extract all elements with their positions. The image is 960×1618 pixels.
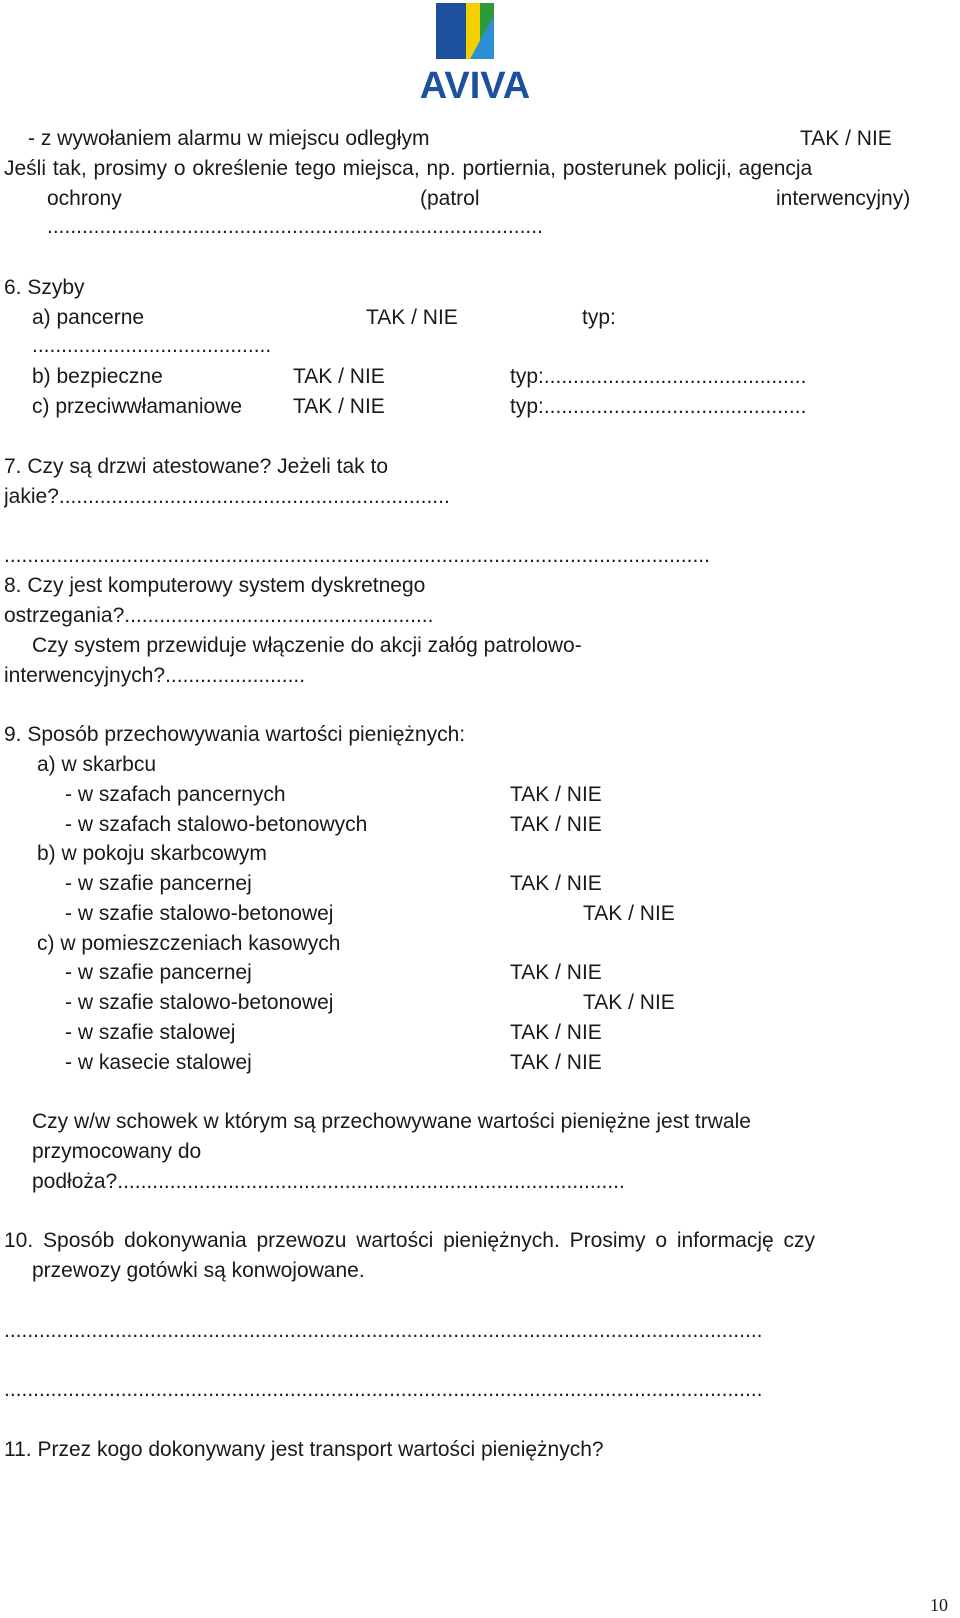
q6-title: 6. Szyby bbox=[4, 276, 85, 299]
q6-b-typ: typ:............................................. bbox=[510, 365, 807, 388]
q9-b2-yn: TAK / NIE bbox=[583, 902, 675, 925]
q6-b-label: b) bezpieczne bbox=[32, 365, 163, 388]
q9-c3: - w szafie stalowej bbox=[65, 1021, 236, 1044]
q9-b1-yn: TAK / NIE bbox=[510, 872, 602, 895]
alarm-remote-label: - z wywołaniem alarmu w miejscu odległym bbox=[28, 127, 430, 150]
q6-b-yn: TAK / NIE bbox=[293, 365, 385, 388]
q9-a1-yn: TAK / NIE bbox=[510, 783, 602, 806]
alarm-if-yes-ochrony: ochrony bbox=[47, 187, 122, 210]
aviva-wordmark: AVIVA bbox=[419, 65, 531, 105]
q10-dots2: .................................................................................................................................. bbox=[4, 1378, 763, 1401]
q9-fixed-line2: przymocowany do bbox=[32, 1140, 202, 1163]
q8-line4: interwencyjnych?........................ bbox=[4, 664, 306, 687]
q9-a: a) w skarbcu bbox=[37, 753, 157, 776]
q9-c1-yn: TAK / NIE bbox=[510, 961, 602, 984]
alarm-if-yes-line1: Jeśli tak, prosimy o określenie tego miejsca, np. portiernia, posterunek policji, agencja bbox=[4, 157, 813, 180]
alarm-remote-yn: TAK / NIE bbox=[800, 127, 892, 150]
q9-b1: - w szafie pancernej bbox=[65, 872, 252, 895]
alarm-if-yes-patrol: (patrol bbox=[420, 187, 480, 210]
q10-dots1: .................................................................................................................................. bbox=[4, 1319, 763, 1342]
q10-line1: 10. Sposób dokonywania przewozu wartości pieniężnych. Prosimy o informację czy bbox=[4, 1229, 816, 1252]
q10-line2: przewozy gotówki są konwojowane. bbox=[32, 1259, 365, 1282]
q7-line2: jakie?................................................................... bbox=[4, 485, 450, 508]
q6-c-typ: typ:............................................. bbox=[510, 395, 807, 418]
q9-c2-yn: TAK / NIE bbox=[583, 991, 675, 1014]
alarm-if-yes-interwencyjny: interwencyjny) bbox=[776, 187, 911, 210]
q9-c: c) w pomieszczeniach kasowych bbox=[37, 932, 341, 955]
q6-c-label: c) przeciwwłamaniowe bbox=[32, 395, 243, 418]
q9-c4-yn: TAK / NIE bbox=[510, 1051, 602, 1074]
page-number: 10 bbox=[930, 1595, 948, 1615]
q8-line1: 8. Czy jest komputerowy system dyskretnego bbox=[4, 574, 426, 597]
q8-line3: Czy system przewiduje włączenie do akcji załóg patrolowo- bbox=[32, 634, 582, 657]
alarm-dots: ..................................................................................... bbox=[47, 215, 543, 238]
q9-c3-yn: TAK / NIE bbox=[510, 1021, 602, 1044]
q8-line2: ostrzegania?..................................................... bbox=[4, 604, 434, 627]
q11-line1: 11. Przez kogo dokonywany jest transport wartości pieniężnych? bbox=[4, 1438, 604, 1461]
aviva-logo bbox=[400, 0, 550, 105]
q9-c4: - w kasecie stalowej bbox=[65, 1051, 252, 1074]
q7-dots: ......................................................................................................................... bbox=[4, 544, 710, 567]
q9-c1: - w szafie pancernej bbox=[65, 961, 252, 984]
q9-c2: - w szafie stalowo-betonowej bbox=[65, 991, 334, 1014]
q6-c-yn: TAK / NIE bbox=[293, 395, 385, 418]
aviva-flag-icon bbox=[400, 0, 550, 105]
q6-a-yn: TAK / NIE bbox=[366, 306, 458, 329]
q9-a2: - w szafach stalowo-betonowych bbox=[65, 813, 368, 836]
q9-fixed-line1: Czy w/w schowek w którym są przechowywane wartości pieniężne jest trwale bbox=[32, 1110, 751, 1133]
q9-b2: - w szafie stalowo-betonowej bbox=[65, 902, 334, 925]
q7-line1: 7. Czy są drzwi atestowane? Jeżeli tak to bbox=[4, 455, 389, 478]
q9-b: b) w pokoju skarbcowym bbox=[37, 842, 267, 865]
q9-fixed-line3: podłoża?....................................................................................... bbox=[32, 1170, 625, 1193]
q6-a-label: a) pancerne bbox=[32, 306, 145, 329]
q9-a1: - w szafach pancernych bbox=[65, 783, 286, 806]
q6-a-typ: typ: bbox=[582, 306, 616, 329]
q9-a2-yn: TAK / NIE bbox=[510, 813, 602, 836]
q9-title: 9. Sposób przechowywania wartości pieniężnych: bbox=[4, 723, 466, 746]
q6-a-dots: ......................................... bbox=[32, 334, 272, 357]
